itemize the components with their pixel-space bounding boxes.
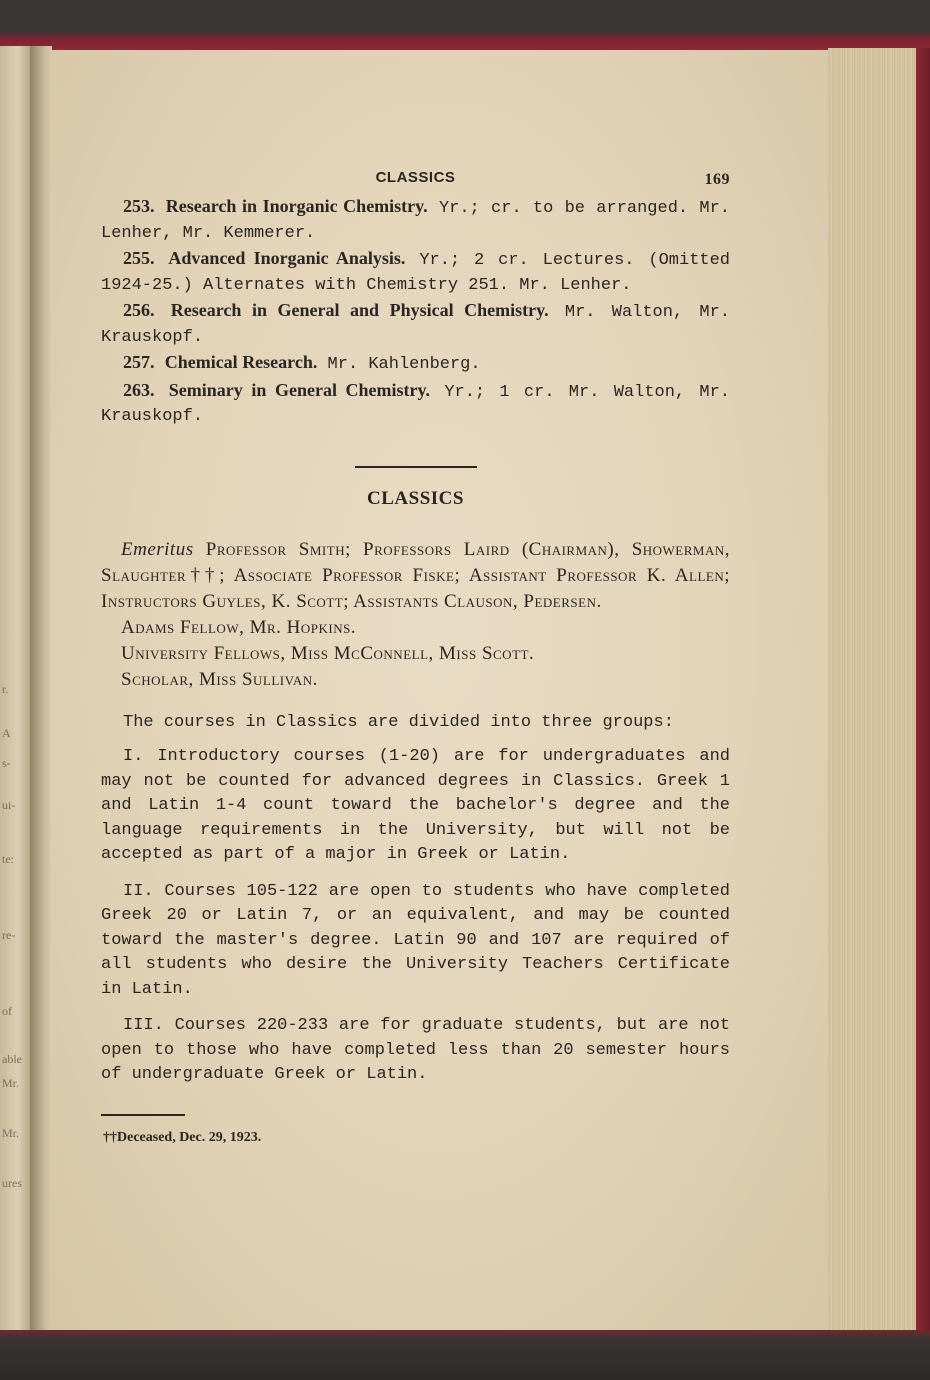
book-gutter	[30, 46, 52, 1336]
emeritus-label: Emeritus	[121, 538, 194, 560]
group-paragraph: II. Courses 105-122 are open to students who have completed Greek 20 or Latin 7, or an equivalent, and may be counted toward the master's degree. Latin 90 and 107 are required of all students who desire the University Teachers Certificate in Latin.	[101, 881, 730, 999]
section-divider	[355, 466, 477, 468]
margin-fragment: r.	[2, 682, 9, 696]
footnote: ††Deceased, Dec. 29, 1923.	[103, 1129, 262, 1145]
groups-intro: The courses in Classics are divided into three groups:	[123, 712, 674, 732]
course-entry	[101, 246, 730, 298]
margin-fragment: ui-	[2, 798, 16, 812]
faculty-staff	[101, 537, 730, 615]
course-list	[101, 194, 730, 430]
footnote-rule	[101, 1114, 185, 1116]
margin-fragment: of	[2, 1004, 12, 1018]
course-number: 256.	[123, 300, 155, 320]
course-number: 253.	[123, 196, 155, 216]
running-head-title: CLASSICS	[375, 169, 456, 186]
margin-fragment: te:	[2, 852, 14, 866]
course-number: 263.	[123, 379, 155, 400]
group-paragraph: I. Introductory courses (1-20) are for undergraduates and may not be counted for advanced degrees in Classics. Greek 1 and Latin 1-4 count toward the bachelor's degree and the language requirements in the University, but will not be accepted as part of a major in Greek or Latin.	[101, 747, 730, 864]
margin-fragment: s-	[2, 756, 11, 770]
adams-fellow: Adams Fellow, Mr. Hopkins.	[121, 616, 357, 638]
margin-fragment: Mr.	[2, 1126, 20, 1140]
course-title: Seminary in General Chemistry.	[168, 379, 431, 400]
course-entry	[101, 298, 730, 350]
course-title: Research in Inorganic Chemistry.	[165, 196, 428, 216]
faculty-list	[101, 537, 730, 693]
course-details: Yr.; 1 cr. Mr. Walton, Mr. Krauskopf.	[101, 382, 731, 426]
course-details: Yr.; 2 cr. Lectures. (Omitted 1924-25.) Alternates with Chemistry 251. Mr. Lenher.	[101, 251, 731, 295]
group-paragraph: III. Courses 220-233 are for graduate students, but are not open to those who have completed less than 20 semester hours of undergraduate Greek or Latin.	[101, 1016, 730, 1084]
margin-fragment: ures	[2, 1176, 22, 1190]
running-head	[101, 164, 730, 194]
adjacent-page-edge	[0, 46, 30, 1336]
course-title: Research in General and Physical Chemistry.	[170, 300, 549, 320]
book-top-edge	[0, 0, 930, 52]
university-fellows: University Fellows, Miss McConnell, Miss Scott.	[121, 642, 535, 664]
course-details: Mr. Kahlenberg.	[327, 355, 481, 374]
course-title: Advanced Inorganic Analysis.	[168, 248, 406, 268]
margin-fragment: Mr.	[2, 1076, 20, 1090]
course-title: Chemical Research.	[164, 352, 318, 372]
scholar: Scholar, Miss Sullivan.	[121, 668, 318, 690]
course-entry	[101, 350, 730, 378]
margin-fragment: A	[2, 726, 11, 740]
book-bottom-edge	[0, 1330, 930, 1380]
margin-fragment: able	[2, 1052, 22, 1066]
course-number: 257.	[123, 352, 155, 372]
page-stack-edge	[828, 48, 930, 1334]
margin-fragment: re-	[2, 928, 16, 942]
course-groups	[101, 711, 730, 1088]
page-number: 169	[704, 171, 730, 188]
course-entry	[101, 194, 730, 246]
course-number: 255.	[123, 248, 155, 268]
course-details: Mr. Walton, Mr. Krauskopf.	[101, 303, 731, 347]
course-details: Yr.; cr. to be arranged. Mr. Lenher, Mr. Kemmerer.	[101, 199, 730, 243]
page-content	[101, 164, 730, 1146]
course-entry	[101, 378, 730, 430]
section-heading: CLASSICS	[367, 487, 464, 509]
faculty-staff-text: Professor Smith; Professors Laird (Chairman), Showerman, Slaughter††; Associate Professor Fiske; Assistant Professor K. Allen; Instructors Guyles, K. Scott; Assistants Clauson, Pedersen.	[101, 538, 731, 612]
